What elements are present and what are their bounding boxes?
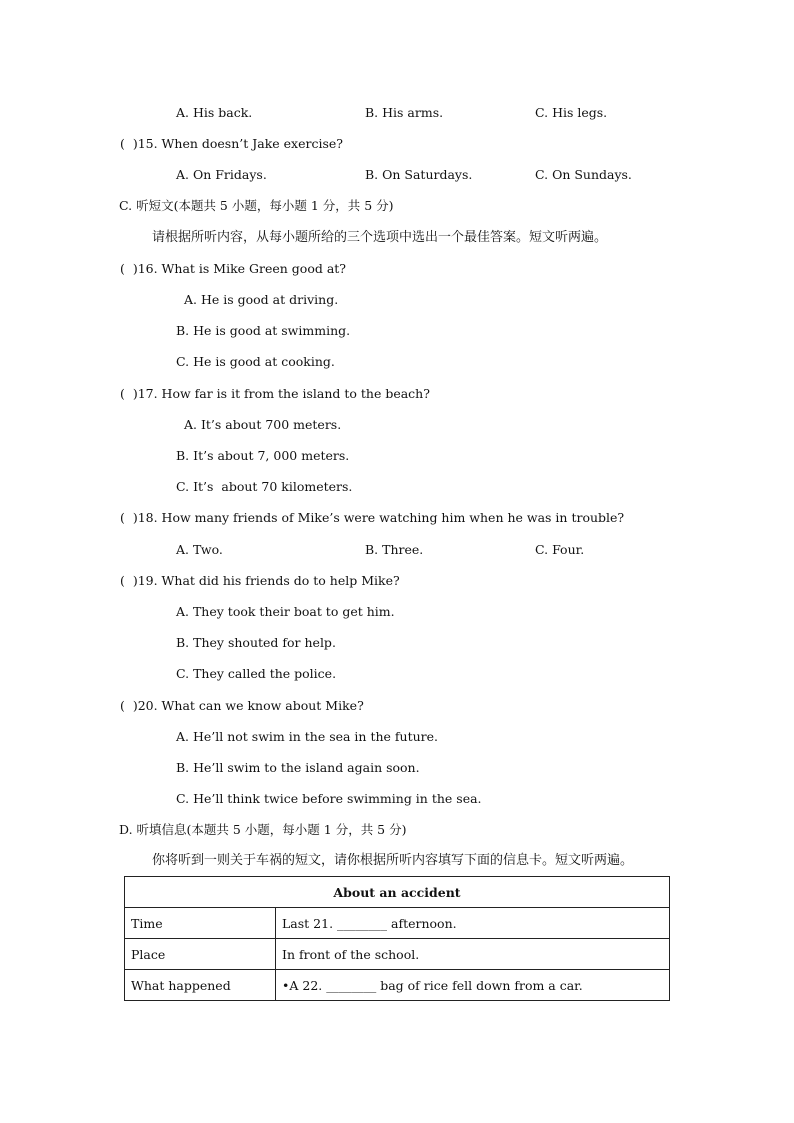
row-value-what-happened: •A 22. ________ bag of rice fell down from a car.	[276, 970, 670, 1001]
table-row	[125, 908, 670, 939]
section-c-instruction: 请根据所听内容，从每小题所给的三个选项中选出一个最佳答案。短文听两遍。	[152, 230, 608, 245]
q16-option-a: A. He is good at driving.	[184, 292, 339, 307]
row-label-time: Time	[125, 908, 276, 939]
info-card-table	[124, 876, 670, 1001]
q20-stem: ( )20. What can we know about Mike?	[120, 698, 364, 713]
info-card-title-row	[125, 877, 670, 908]
q16-option-c: C. He is good at cooking.	[176, 354, 335, 369]
q20-option-c: C. He’ll think twice before swimming in the sea.	[176, 791, 482, 806]
q14-option-a: A. His back.	[176, 105, 253, 120]
q18-stem: ( )18. How many friends of Mike’s were watching him when he was in trouble?	[120, 510, 625, 525]
q15-option-a: A. On Fridays.	[176, 167, 267, 182]
q19-option-a: A. They took their boat to get him.	[176, 604, 395, 619]
q14-option-c: C. His legs.	[535, 105, 608, 120]
section-d-instruction: 你将听到一则关于车祸的短文，请你根据所听内容填写下面的信息卡。短文听两遍。	[152, 853, 634, 868]
table-row	[125, 970, 670, 1001]
q17-option-b: B. It’s about 7, 000 meters.	[176, 448, 350, 463]
q16-stem: ( )16. What is Mike Green good at?	[120, 261, 347, 276]
row-value-place: In front of the school.	[276, 939, 670, 970]
q15-stem: ( )15. When doesn’t Jake exercise?	[120, 136, 343, 151]
q18-option-b: B. Three.	[365, 542, 424, 557]
q17-stem: ( )17. How far is it from the island to the beach?	[120, 386, 430, 401]
section-c-heading: C. 听短文(本题共 5 小题，每小题 1 分，共 5 分)	[119, 198, 394, 213]
q18-option-a: A. Two.	[176, 542, 223, 557]
q20-option-a: A. He’ll not swim in the sea in the future.	[176, 729, 438, 744]
q14-option-b: B. His arms.	[365, 105, 444, 120]
q16-option-b: B. He is good at swimming.	[176, 323, 351, 338]
section-d-heading: D. 听填信息(本题共 5 小题，每小题 1 分，共 5 分)	[119, 822, 407, 837]
q19-stem: ( )19. What did his friends do to help Mike?	[120, 573, 400, 588]
q18-option-c: C. Four.	[535, 542, 585, 557]
row-label-what-happened: What happened	[125, 970, 276, 1001]
table-row	[125, 939, 670, 970]
q17-option-a: A. It’s about 700 meters.	[184, 417, 342, 432]
q15-option-b: B. On Saturdays.	[365, 167, 473, 182]
q19-option-c: C. They called the police.	[176, 666, 337, 681]
q20-option-b: B. He’ll swim to the island again soon.	[176, 760, 420, 775]
q19-option-b: B. They shouted for help.	[176, 635, 336, 650]
q17-option-c: C. It’s about 70 kilometers.	[176, 479, 353, 494]
row-value-time: Last 21. ________ afternoon.	[276, 908, 670, 939]
info-card-title: About an accident	[125, 877, 670, 908]
q15-option-c: C. On Sundays.	[535, 167, 632, 182]
row-label-place: Place	[125, 939, 276, 970]
